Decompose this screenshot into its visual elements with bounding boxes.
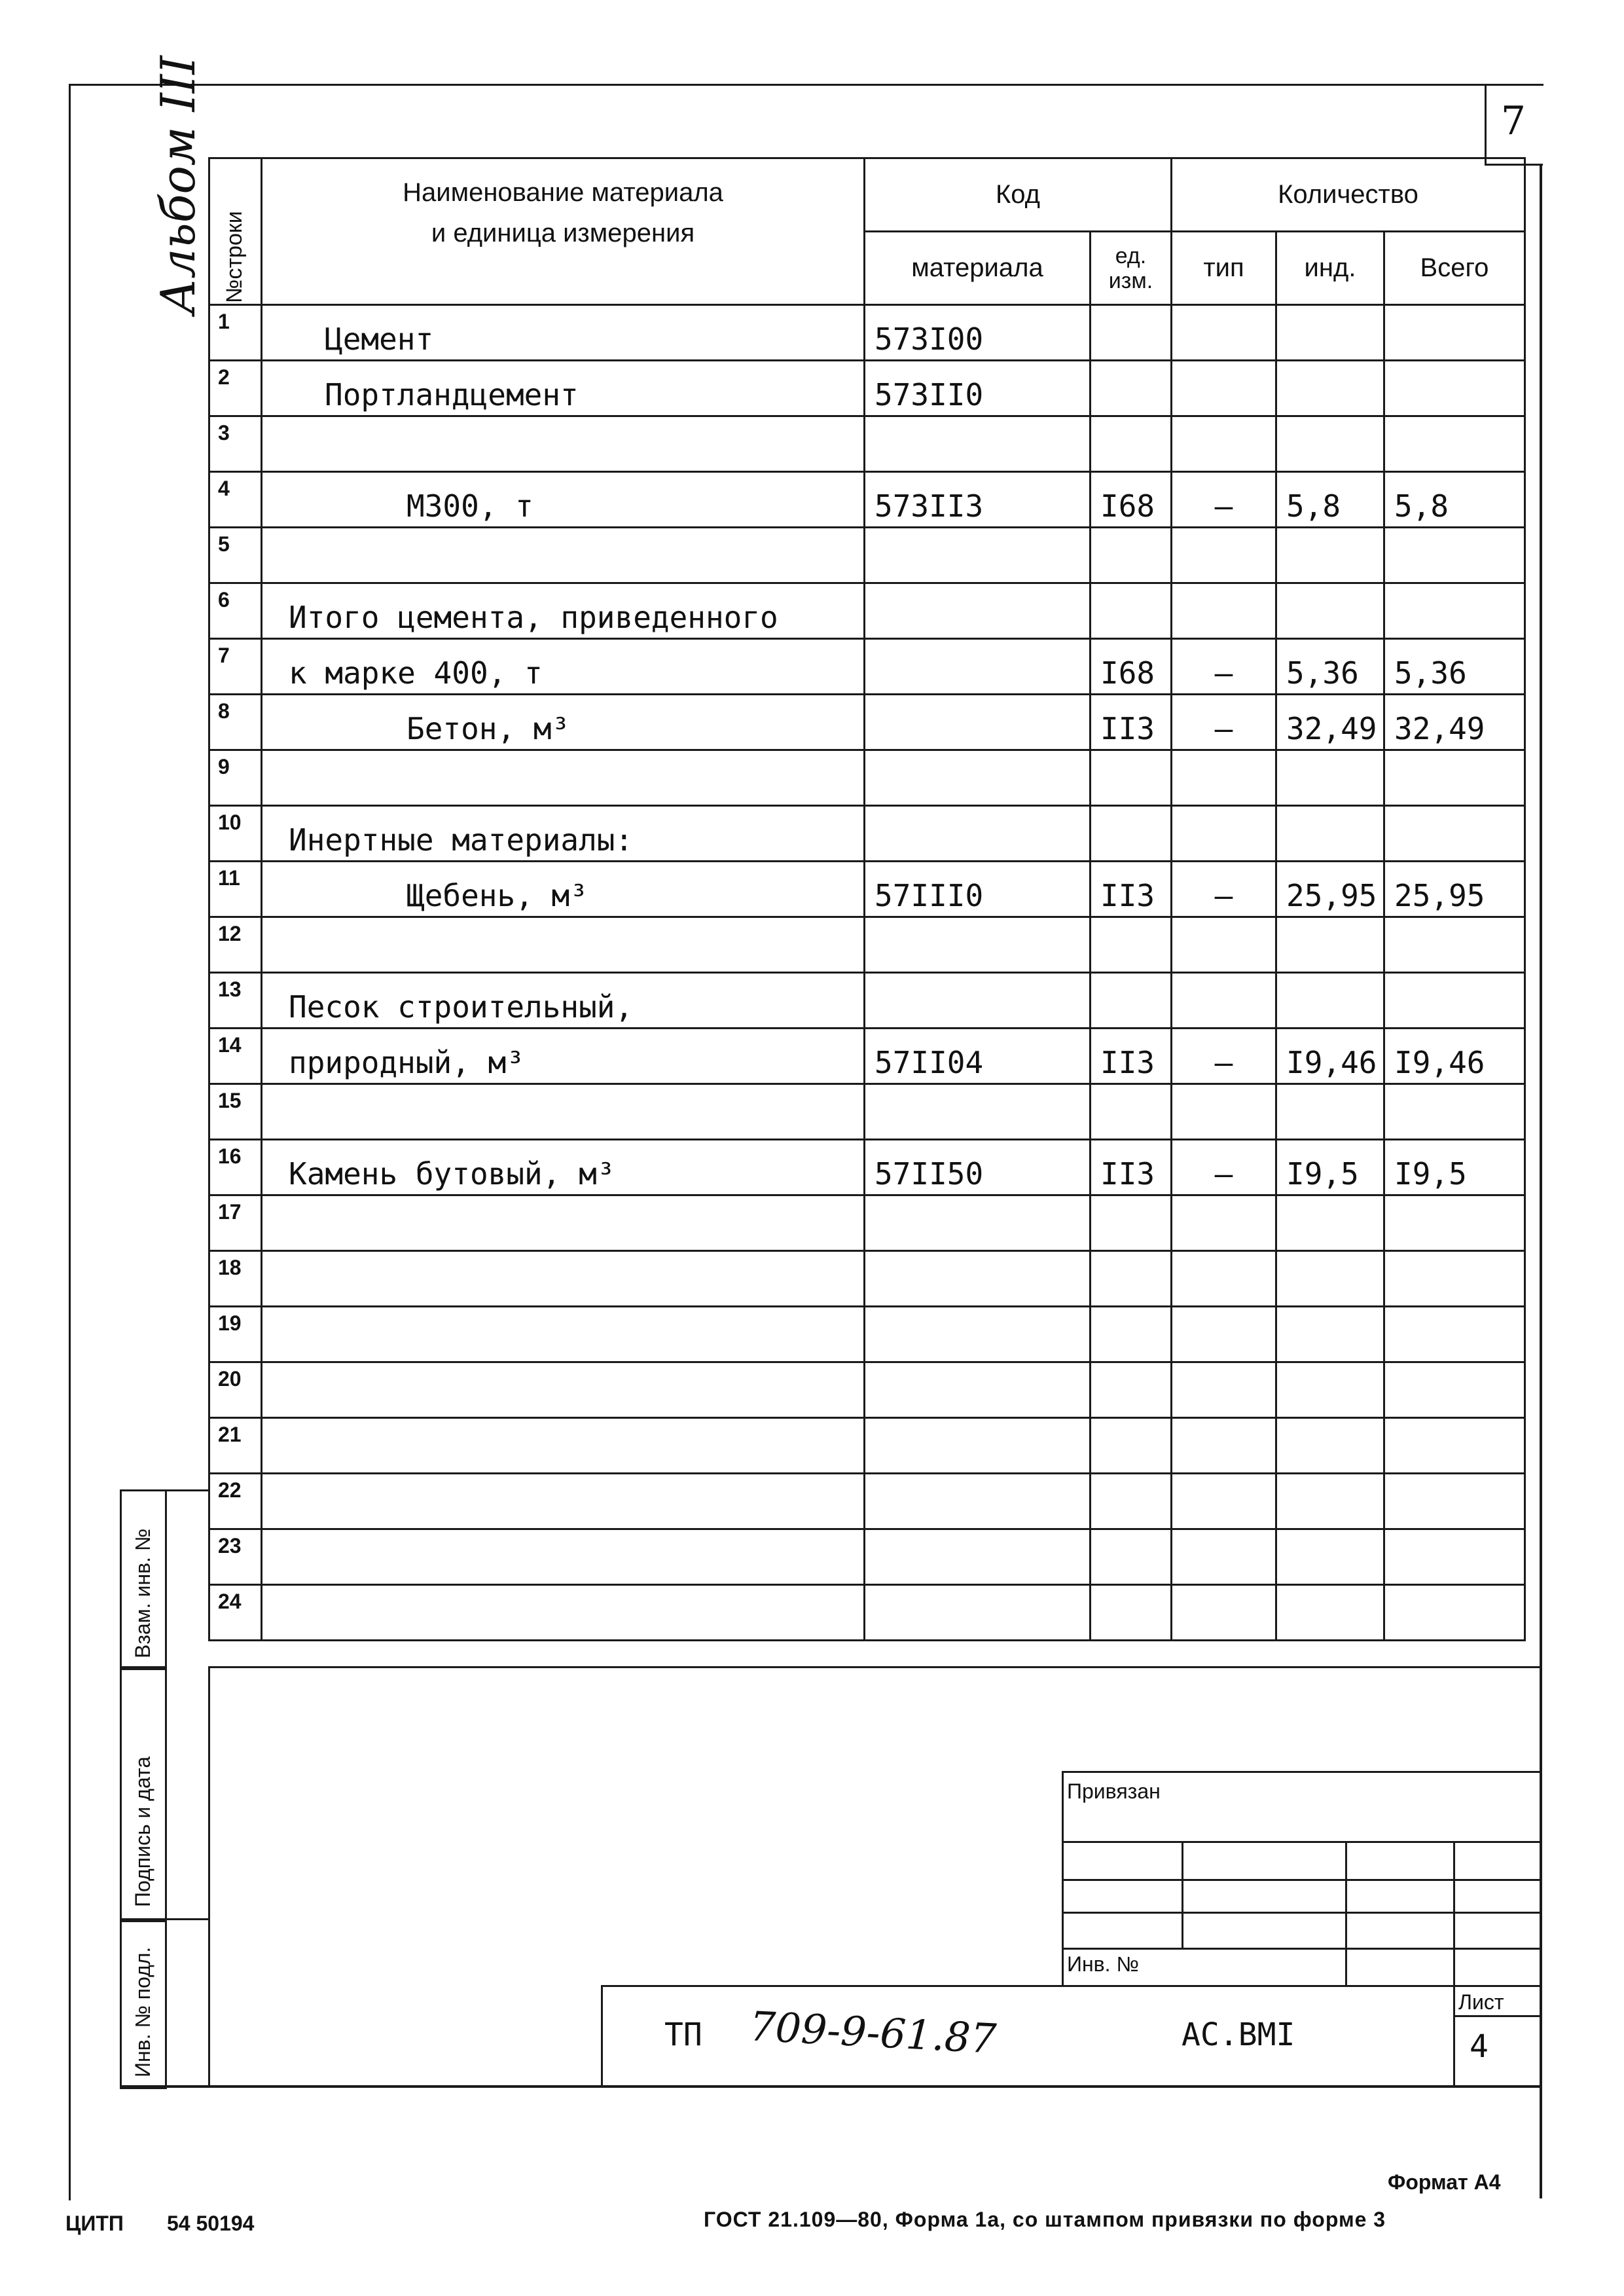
binding-col-line bbox=[1453, 1841, 1455, 1985]
qty-total-cell: 25,95 bbox=[1384, 862, 1525, 917]
qty-ind-cell bbox=[1276, 583, 1384, 639]
table-row bbox=[209, 361, 1525, 416]
qty-ind-cell bbox=[1276, 917, 1384, 973]
material-name-cell bbox=[262, 1474, 865, 1529]
table-row bbox=[209, 1418, 1525, 1474]
row-number-cell: 1 bbox=[209, 305, 262, 361]
unit-code-cell: I68 bbox=[1091, 639, 1172, 695]
material-name-cell: М300, т bbox=[262, 472, 865, 528]
qty-total-cell bbox=[1384, 583, 1525, 639]
material-name-cell: природный, м³ bbox=[262, 1029, 865, 1084]
qty-ind-cell: 25,95 bbox=[1276, 862, 1384, 917]
header-code-material: материала bbox=[865, 232, 1091, 305]
material-name-cell bbox=[262, 1418, 865, 1474]
qty-total-cell: 5,36 bbox=[1384, 639, 1525, 695]
binding-row-line bbox=[1062, 1879, 1542, 1881]
qty-ind-cell: 5,36 bbox=[1276, 639, 1384, 695]
qty-total-cell: I9,5 bbox=[1384, 1140, 1525, 1195]
row-number-cell: 9 bbox=[209, 750, 262, 806]
qty-ind-cell bbox=[1276, 1084, 1384, 1140]
row-number-cell: 5 bbox=[209, 528, 262, 583]
unit-code-cell bbox=[1091, 973, 1172, 1029]
table-row bbox=[209, 528, 1525, 583]
material-code-cell bbox=[865, 750, 1091, 806]
qty-total-cell bbox=[1384, 1474, 1525, 1529]
qty-type-cell bbox=[1172, 1418, 1276, 1474]
qty-type-cell: – bbox=[1172, 862, 1276, 917]
qty-ind-cell: I9,46 bbox=[1276, 1029, 1384, 1084]
material-code-cell bbox=[865, 1195, 1091, 1251]
table-row bbox=[209, 973, 1525, 1029]
footer-gost: ГОСТ 21.109—80, Форма 1а, со штампом привязки по форме 3 bbox=[704, 2208, 1386, 2231]
footer-org: ЦИТП bbox=[65, 2212, 124, 2235]
qty-type-cell bbox=[1172, 528, 1276, 583]
qty-type-cell bbox=[1172, 361, 1276, 416]
table-row bbox=[209, 862, 1525, 917]
stamp-podpis-data: Подпись и дата bbox=[120, 1666, 167, 1922]
material-name-cell: Цемент bbox=[262, 305, 865, 361]
row-number-cell: 15 bbox=[209, 1084, 262, 1140]
table-row bbox=[209, 1084, 1525, 1140]
qty-type-cell bbox=[1172, 305, 1276, 361]
qty-total-cell bbox=[1384, 973, 1525, 1029]
title-doc-code: АС.ВМI bbox=[1182, 2016, 1295, 2053]
unit-code-cell: II3 bbox=[1091, 862, 1172, 917]
unit-code-cell bbox=[1091, 528, 1172, 583]
binding-top-line bbox=[1062, 1771, 1542, 1773]
header-code: Код bbox=[865, 158, 1172, 232]
material-code-cell bbox=[865, 528, 1091, 583]
footer-format: Формат А4 bbox=[1388, 2170, 1501, 2194]
table-row bbox=[209, 583, 1525, 639]
footer-order: 54 50194 bbox=[167, 2212, 255, 2235]
table-row bbox=[209, 1195, 1525, 1251]
binding-row-line bbox=[1062, 1841, 1542, 1843]
title-sheet-number: 4 bbox=[1470, 2028, 1489, 2065]
qty-total-cell bbox=[1384, 1251, 1525, 1307]
qty-ind-cell bbox=[1276, 305, 1384, 361]
material-code-cell: 57III0 bbox=[865, 862, 1091, 917]
qty-type-cell: – bbox=[1172, 1029, 1276, 1084]
header-qty-ind: инд. bbox=[1276, 232, 1384, 305]
table-row bbox=[209, 1029, 1525, 1084]
material-name-cell: Песок строительный, bbox=[262, 973, 865, 1029]
material-name-cell bbox=[262, 1585, 865, 1641]
material-name-cell: Бетон, м³ bbox=[262, 695, 865, 750]
header-qty-type: тип bbox=[1172, 232, 1276, 305]
qty-type-cell: – bbox=[1172, 472, 1276, 528]
qty-total-cell bbox=[1384, 1195, 1525, 1251]
row-number-cell: 10 bbox=[209, 806, 262, 862]
qty-type-cell bbox=[1172, 1084, 1276, 1140]
bottom-frame-line bbox=[120, 2085, 1542, 2088]
qty-total-cell bbox=[1384, 1084, 1525, 1140]
header-row-no: №строки bbox=[209, 158, 262, 305]
table-row bbox=[209, 917, 1525, 973]
qty-type-cell: – bbox=[1172, 695, 1276, 750]
unit-code-cell bbox=[1091, 806, 1172, 862]
material-name-cell bbox=[262, 1307, 865, 1362]
stamp-inv-podl: Инв. № подл. bbox=[120, 1918, 167, 2089]
qty-type-cell bbox=[1172, 1307, 1276, 1362]
qty-total-cell bbox=[1384, 1418, 1525, 1474]
unit-code-cell bbox=[1091, 1474, 1172, 1529]
table-row bbox=[209, 1251, 1525, 1307]
table-row bbox=[209, 750, 1525, 806]
table-row bbox=[209, 695, 1525, 750]
material-code-cell bbox=[865, 639, 1091, 695]
header-qty-total: Всего bbox=[1384, 232, 1525, 305]
table-row bbox=[209, 639, 1525, 695]
table-row bbox=[209, 472, 1525, 528]
unit-code-cell: II3 bbox=[1091, 1140, 1172, 1195]
row-number-cell: 17 bbox=[209, 1195, 262, 1251]
material-code-cell: 57II50 bbox=[865, 1140, 1091, 1195]
material-name-cell: к марке 400, т bbox=[262, 639, 865, 695]
material-code-cell bbox=[865, 1251, 1091, 1307]
unit-code-cell bbox=[1091, 1195, 1172, 1251]
qty-type-cell bbox=[1172, 917, 1276, 973]
qty-ind-cell bbox=[1276, 1195, 1384, 1251]
table-row bbox=[209, 806, 1525, 862]
table-row bbox=[209, 416, 1525, 472]
qty-ind-cell bbox=[1276, 1362, 1384, 1418]
page-frame-right bbox=[1540, 164, 1542, 2198]
qty-type-cell bbox=[1172, 1251, 1276, 1307]
row-number-cell: 12 bbox=[209, 917, 262, 973]
qty-total-cell bbox=[1384, 750, 1525, 806]
unit-code-cell bbox=[1091, 1307, 1172, 1362]
row-number-cell: 7 bbox=[209, 639, 262, 695]
table-row bbox=[209, 1529, 1525, 1585]
qty-type-cell: – bbox=[1172, 1140, 1276, 1195]
unit-code-cell bbox=[1091, 1362, 1172, 1418]
material-code-cell bbox=[865, 695, 1091, 750]
row-number-cell: 18 bbox=[209, 1251, 262, 1307]
qty-ind-cell bbox=[1276, 1418, 1384, 1474]
table-row bbox=[209, 1307, 1525, 1362]
stamp-vzam-inv: Взам. инв. № bbox=[120, 1489, 167, 1670]
material-name-cell: Итого цемента, приведенного bbox=[262, 583, 865, 639]
material-code-cell bbox=[865, 1084, 1091, 1140]
qty-ind-cell: 32,49 bbox=[1276, 695, 1384, 750]
row-number-cell: 11 bbox=[209, 862, 262, 917]
material-code-cell bbox=[865, 1585, 1091, 1641]
row-number-cell: 21 bbox=[209, 1418, 262, 1474]
material-name-cell bbox=[262, 1195, 865, 1251]
materials-table bbox=[208, 157, 1526, 1641]
unit-code-cell bbox=[1091, 361, 1172, 416]
material-code-cell: 573II0 bbox=[865, 361, 1091, 416]
header-quantity: Количество bbox=[1172, 158, 1525, 232]
title-sheet-label: Лист bbox=[1458, 1990, 1504, 2014]
table-row bbox=[209, 1474, 1525, 1529]
material-code-cell bbox=[865, 1362, 1091, 1418]
sheet-corner-number: 7 bbox=[1500, 98, 1526, 144]
qty-ind-cell bbox=[1276, 361, 1384, 416]
material-name-cell bbox=[262, 528, 865, 583]
material-code-cell: 57II04 bbox=[865, 1029, 1091, 1084]
qty-total-cell bbox=[1384, 1362, 1525, 1418]
material-name-cell bbox=[262, 750, 865, 806]
bottom-area-left-line bbox=[208, 1666, 210, 2087]
material-name-cell bbox=[262, 1251, 865, 1307]
row-number-cell: 14 bbox=[209, 1029, 262, 1084]
table-row bbox=[209, 1140, 1525, 1195]
row-number-cell: 23 bbox=[209, 1529, 262, 1585]
material-name-cell: Инертные материалы: bbox=[262, 806, 865, 862]
qty-total-cell bbox=[1384, 917, 1525, 973]
row-number-cell: 4 bbox=[209, 472, 262, 528]
title-tp-prefix: ТП bbox=[664, 2016, 702, 2053]
unit-code-cell bbox=[1091, 583, 1172, 639]
table-row bbox=[209, 305, 1525, 361]
material-name-cell: Щебень, м³ bbox=[262, 862, 865, 917]
qty-type-cell bbox=[1172, 1362, 1276, 1418]
qty-total-cell bbox=[1384, 1585, 1525, 1641]
qty-total-cell bbox=[1384, 1529, 1525, 1585]
qty-ind-cell bbox=[1276, 1251, 1384, 1307]
row-number-cell: 24 bbox=[209, 1585, 262, 1641]
unit-code-cell bbox=[1091, 1529, 1172, 1585]
material-name-cell: Портландцемент bbox=[262, 361, 865, 416]
qty-type-cell bbox=[1172, 1529, 1276, 1585]
qty-type-cell: – bbox=[1172, 639, 1276, 695]
unit-code-cell bbox=[1091, 305, 1172, 361]
title-project-number: 709-9-61.87 bbox=[748, 2002, 998, 2063]
qty-type-cell bbox=[1172, 1195, 1276, 1251]
material-code-cell bbox=[865, 806, 1091, 862]
row-number-cell: 2 bbox=[209, 361, 262, 416]
qty-ind-cell bbox=[1276, 1585, 1384, 1641]
row-number-cell: 19 bbox=[209, 1307, 262, 1362]
unit-code-cell bbox=[1091, 1585, 1172, 1641]
material-name-cell: Камень бутовый, м³ bbox=[262, 1140, 865, 1195]
qty-total-cell: 5,8 bbox=[1384, 472, 1525, 528]
material-name-cell bbox=[262, 1084, 865, 1140]
material-code-cell bbox=[865, 917, 1091, 973]
material-name-cell bbox=[262, 917, 865, 973]
material-code-cell bbox=[865, 1529, 1091, 1585]
unit-code-cell bbox=[1091, 416, 1172, 472]
material-code-cell: 573II3 bbox=[865, 472, 1091, 528]
qty-ind-cell bbox=[1276, 1307, 1384, 1362]
qty-ind-cell bbox=[1276, 750, 1384, 806]
title-block-left-line bbox=[601, 1985, 603, 2086]
unit-code-cell bbox=[1091, 750, 1172, 806]
header-code-unit: ед. изм. bbox=[1091, 232, 1172, 305]
header-name: Наименование материала и единица измерения bbox=[262, 158, 865, 305]
qty-ind-cell bbox=[1276, 416, 1384, 472]
unit-code-cell bbox=[1091, 1084, 1172, 1140]
row-number-cell: 8 bbox=[209, 695, 262, 750]
material-code-cell bbox=[865, 973, 1091, 1029]
material-code-cell bbox=[865, 1307, 1091, 1362]
qty-total-cell bbox=[1384, 416, 1525, 472]
material-code-cell bbox=[865, 583, 1091, 639]
material-code-cell bbox=[865, 1418, 1091, 1474]
binding-row-line bbox=[1062, 1948, 1542, 1950]
qty-total-cell bbox=[1384, 305, 1525, 361]
qty-ind-cell bbox=[1276, 1474, 1384, 1529]
table-row bbox=[209, 1585, 1525, 1641]
qty-type-cell bbox=[1172, 583, 1276, 639]
material-code-cell bbox=[865, 416, 1091, 472]
album-label: Альбом III bbox=[151, 56, 206, 314]
unit-code-cell: II3 bbox=[1091, 695, 1172, 750]
qty-type-cell bbox=[1172, 806, 1276, 862]
stamp-line bbox=[163, 1918, 209, 1920]
qty-total-cell: 32,49 bbox=[1384, 695, 1525, 750]
qty-type-cell bbox=[1172, 416, 1276, 472]
binding-inv-label: Инв. № bbox=[1067, 1952, 1139, 1976]
title-sheet-divider bbox=[1453, 1985, 1455, 2086]
qty-type-cell bbox=[1172, 750, 1276, 806]
stamp-line bbox=[163, 1489, 209, 1491]
binding-col-line bbox=[1182, 1841, 1183, 1949]
row-number-cell: 20 bbox=[209, 1362, 262, 1418]
title-sheet-label-line bbox=[1453, 2015, 1542, 2017]
bottom-area-top-line bbox=[208, 1666, 1542, 1668]
row-number-cell: 16 bbox=[209, 1140, 262, 1195]
qty-total-cell bbox=[1384, 361, 1525, 416]
unit-code-cell bbox=[1091, 1251, 1172, 1307]
qty-type-cell bbox=[1172, 973, 1276, 1029]
unit-code-cell: I68 bbox=[1091, 472, 1172, 528]
title-block-top-line bbox=[601, 1985, 1542, 1987]
material-code-cell bbox=[865, 1474, 1091, 1529]
row-number-cell: 13 bbox=[209, 973, 262, 1029]
binding-col-line bbox=[1345, 1841, 1347, 1985]
qty-ind-cell bbox=[1276, 973, 1384, 1029]
material-name-cell bbox=[262, 1362, 865, 1418]
qty-ind-cell bbox=[1276, 806, 1384, 862]
binding-row-line bbox=[1062, 1912, 1542, 1914]
table-row bbox=[209, 1362, 1525, 1418]
unit-code-cell: II3 bbox=[1091, 1029, 1172, 1084]
qty-total-cell bbox=[1384, 528, 1525, 583]
binding-label: Привязан bbox=[1067, 1779, 1161, 1803]
qty-total-cell bbox=[1384, 1307, 1525, 1362]
qty-ind-cell: I9,5 bbox=[1276, 1140, 1384, 1195]
qty-ind-cell: 5,8 bbox=[1276, 472, 1384, 528]
unit-code-cell bbox=[1091, 917, 1172, 973]
row-number-cell: 3 bbox=[209, 416, 262, 472]
unit-code-cell bbox=[1091, 1418, 1172, 1474]
qty-ind-cell bbox=[1276, 528, 1384, 583]
qty-total-cell bbox=[1384, 806, 1525, 862]
qty-type-cell bbox=[1172, 1474, 1276, 1529]
qty-ind-cell bbox=[1276, 1529, 1384, 1585]
material-name-cell bbox=[262, 416, 865, 472]
qty-total-cell: I9,46 bbox=[1384, 1029, 1525, 1084]
material-name-cell bbox=[262, 1529, 865, 1585]
row-number-cell: 22 bbox=[209, 1474, 262, 1529]
row-number-cell: 6 bbox=[209, 583, 262, 639]
material-code-cell: 573I00 bbox=[865, 305, 1091, 361]
qty-type-cell bbox=[1172, 1585, 1276, 1641]
